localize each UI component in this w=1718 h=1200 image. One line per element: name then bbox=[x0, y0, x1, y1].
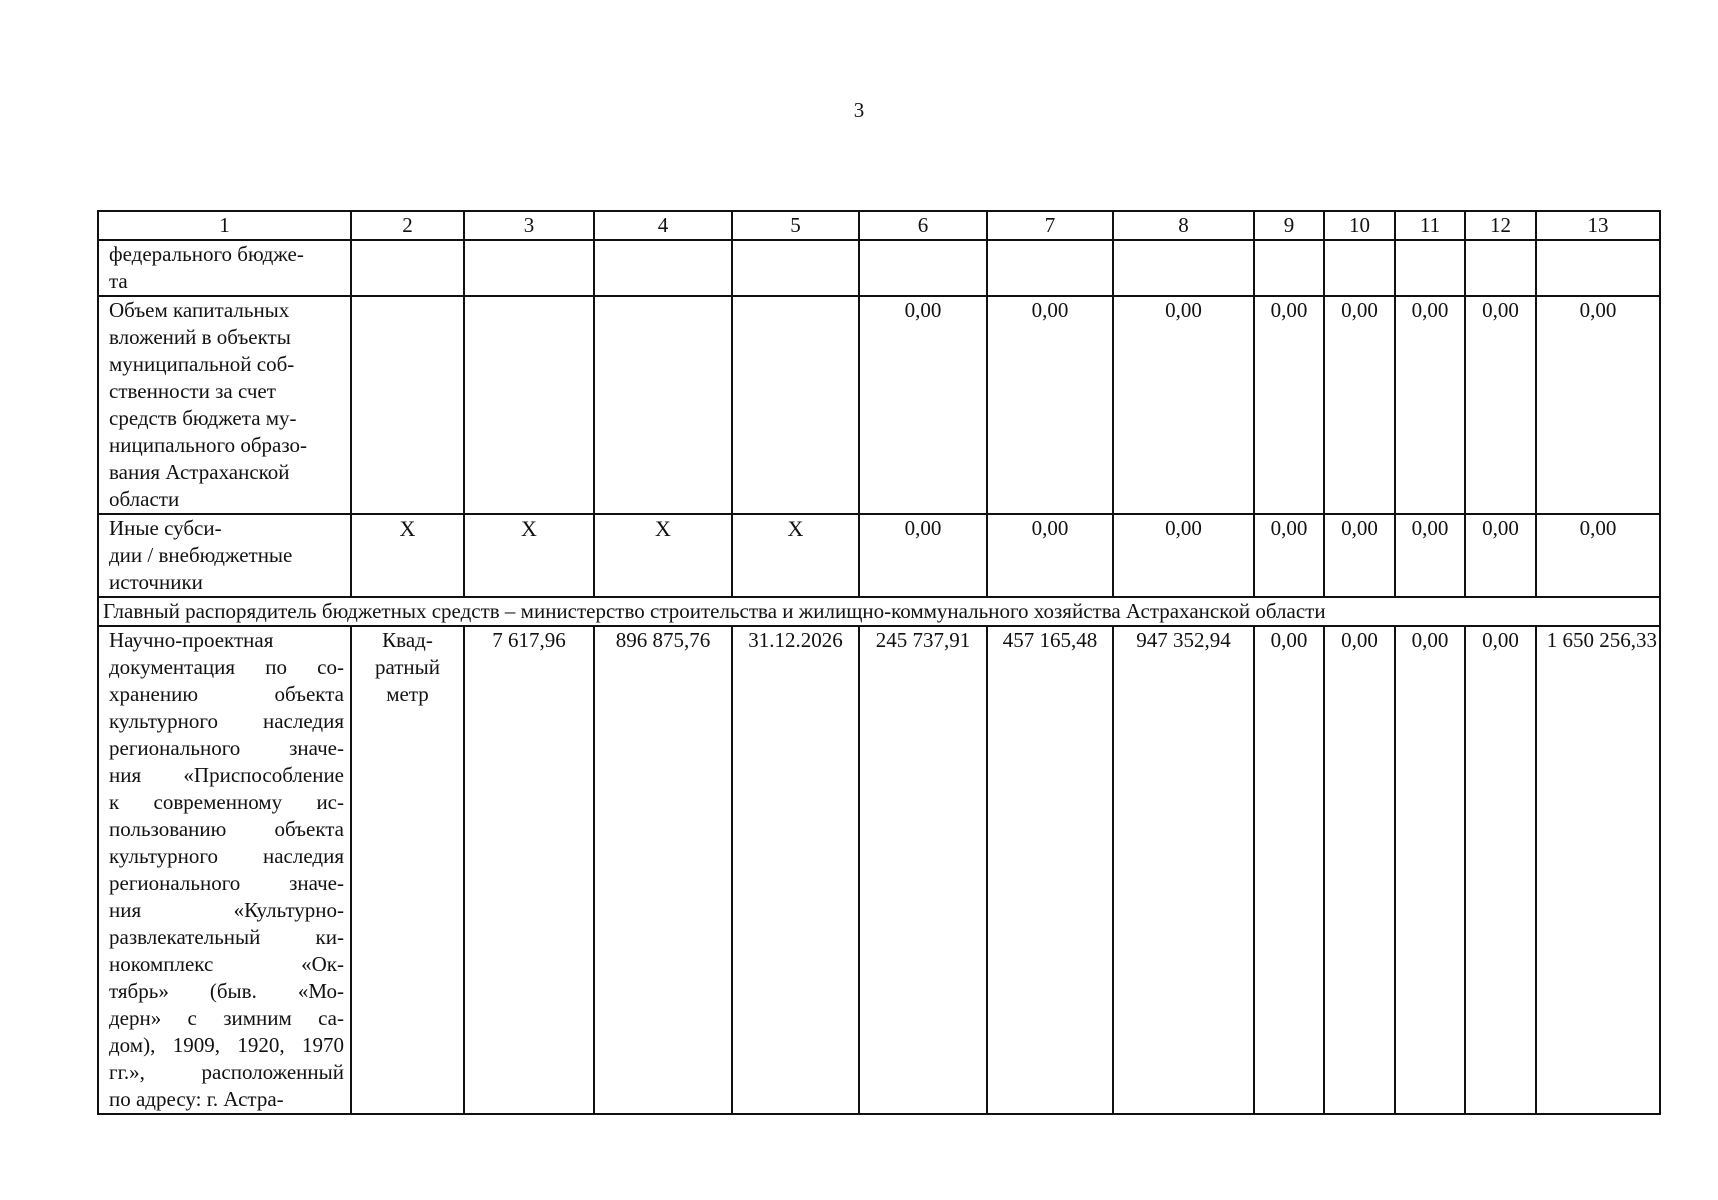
table-cell: 245 737,91 bbox=[859, 626, 987, 1114]
table-row bbox=[98, 240, 1660, 296]
column-header: 4 bbox=[594, 211, 732, 240]
column-header-row bbox=[98, 211, 1660, 240]
table-cell: 0,00 bbox=[987, 296, 1113, 514]
column-header: 7 bbox=[987, 211, 1113, 240]
table-cell: 0,00 bbox=[1254, 296, 1324, 514]
project-label-line: ния «Культурно- bbox=[109, 898, 344, 922]
table-cell bbox=[464, 240, 594, 296]
project-label-line: дом), 1909, 1920, 1970 bbox=[109, 1033, 344, 1057]
table-cell bbox=[464, 296, 594, 514]
table-cell bbox=[1113, 240, 1254, 296]
project-label-line: гг.», расположенный bbox=[109, 1060, 344, 1084]
table-cell bbox=[1324, 240, 1395, 296]
table-cell: 0,00 bbox=[1254, 514, 1324, 597]
project-label-line: тябрь» (быв. «Мо- bbox=[109, 979, 344, 1003]
project-label-line: культурного наследия bbox=[109, 844, 344, 868]
project-label-line: по адресу: г. Астра- bbox=[109, 1087, 284, 1111]
column-header: 3 bbox=[464, 211, 594, 240]
row-label: федерального бюдже- та bbox=[98, 240, 351, 296]
table-cell: 0,00 bbox=[1536, 296, 1660, 514]
column-header: 12 bbox=[1465, 211, 1536, 240]
row-label: Иные субси- дии / внебюджетные источники bbox=[98, 514, 351, 597]
column-header: 5 bbox=[732, 211, 859, 240]
table-cell: 0,00 bbox=[1324, 626, 1395, 1114]
table-cell: 0,00 bbox=[1395, 514, 1465, 597]
table-cell bbox=[351, 240, 464, 296]
table-cell: X bbox=[594, 514, 732, 597]
column-header: 10 bbox=[1324, 211, 1395, 240]
row-label: Объем капитальных вложений в объекты муниципальной соб- ственности за счет средств бюджета му- ниципального образо- вания Астраханской области bbox=[98, 296, 351, 514]
column-header: 2 bbox=[351, 211, 464, 240]
table-cell bbox=[987, 240, 1113, 296]
table-cell: X bbox=[351, 514, 464, 597]
table-cell bbox=[351, 296, 464, 514]
table-cell: 0,00 bbox=[1465, 296, 1536, 514]
project-label-line: нокомплекс «Ок- bbox=[109, 952, 344, 976]
project-label-line: дерн» с зимним са- bbox=[109, 1006, 344, 1030]
unit-cell: Квад- ратный метр bbox=[351, 626, 464, 1114]
project-label-line: документация по со- bbox=[109, 655, 344, 679]
page-number: 3 bbox=[853, 98, 865, 122]
column-header: 9 bbox=[1254, 211, 1324, 240]
column-header: 13 bbox=[1536, 211, 1660, 240]
section-header-row bbox=[98, 597, 1660, 626]
table-cell bbox=[594, 296, 732, 514]
project-label-line: пользованию объекта bbox=[109, 817, 344, 841]
table-cell bbox=[1395, 240, 1465, 296]
table-cell: 0,00 bbox=[1465, 514, 1536, 597]
table-cell bbox=[859, 240, 987, 296]
table-cell: 0,00 bbox=[859, 296, 987, 514]
table-cell: 0,00 bbox=[987, 514, 1113, 597]
project-label-line: культурного наследия bbox=[109, 709, 344, 733]
table-row bbox=[98, 514, 1660, 597]
table-cell bbox=[732, 240, 859, 296]
table-cell: 0,00 bbox=[1254, 626, 1324, 1114]
table-cell: 7 617,96 bbox=[464, 626, 594, 1114]
table-cell: 0,00 bbox=[1113, 296, 1254, 514]
table-cell: 947 352,94 bbox=[1113, 626, 1254, 1114]
table-cell bbox=[1465, 240, 1536, 296]
project-label bbox=[98, 626, 351, 1114]
table-cell: 1 650 256,33 bbox=[1536, 626, 1660, 1114]
column-header: 8 bbox=[1113, 211, 1254, 240]
project-label-line: хранению объекта bbox=[109, 682, 344, 706]
project-label-line: регионального значе- bbox=[109, 736, 344, 760]
table-cell: 0,00 bbox=[1324, 514, 1395, 597]
project-label-line: развлекательный ки- bbox=[109, 925, 344, 949]
table-cell bbox=[1254, 240, 1324, 296]
table-cell: 31.12.2026 bbox=[732, 626, 859, 1114]
table-cell bbox=[1536, 240, 1660, 296]
column-header: 6 bbox=[859, 211, 987, 240]
table-cell: 457 165,48 bbox=[987, 626, 1113, 1114]
budget-table bbox=[97, 210, 1661, 1115]
table-cell: 0,00 bbox=[1113, 514, 1254, 597]
project-label-line: регионального значе- bbox=[109, 871, 344, 895]
project-label-line: Научно-проектная bbox=[109, 628, 274, 652]
table-cell: 0,00 bbox=[1395, 626, 1465, 1114]
table-cell: 0,00 bbox=[1395, 296, 1465, 514]
section-header: Главный распорядитель бюджетных средств – министерство строительства и жилищно-коммунального хозяйства Астраханской области bbox=[98, 597, 1660, 626]
column-header: 11 bbox=[1395, 211, 1465, 240]
table-cell: 0,00 bbox=[1536, 514, 1660, 597]
project-label-line: ния «Приспособление bbox=[109, 763, 344, 787]
table-cell: 0,00 bbox=[859, 514, 987, 597]
table-cell: X bbox=[464, 514, 594, 597]
column-header: 1 bbox=[98, 211, 351, 240]
table-cell bbox=[732, 296, 859, 514]
table-row bbox=[98, 626, 1660, 1114]
table-cell: 896 875,76 bbox=[594, 626, 732, 1114]
table-cell bbox=[594, 240, 732, 296]
table-cell: 0,00 bbox=[1465, 626, 1536, 1114]
table-cell: 0,00 bbox=[1324, 296, 1395, 514]
table-row bbox=[98, 296, 1660, 514]
project-label-line: к современному ис- bbox=[109, 790, 344, 814]
table-cell: X bbox=[732, 514, 859, 597]
